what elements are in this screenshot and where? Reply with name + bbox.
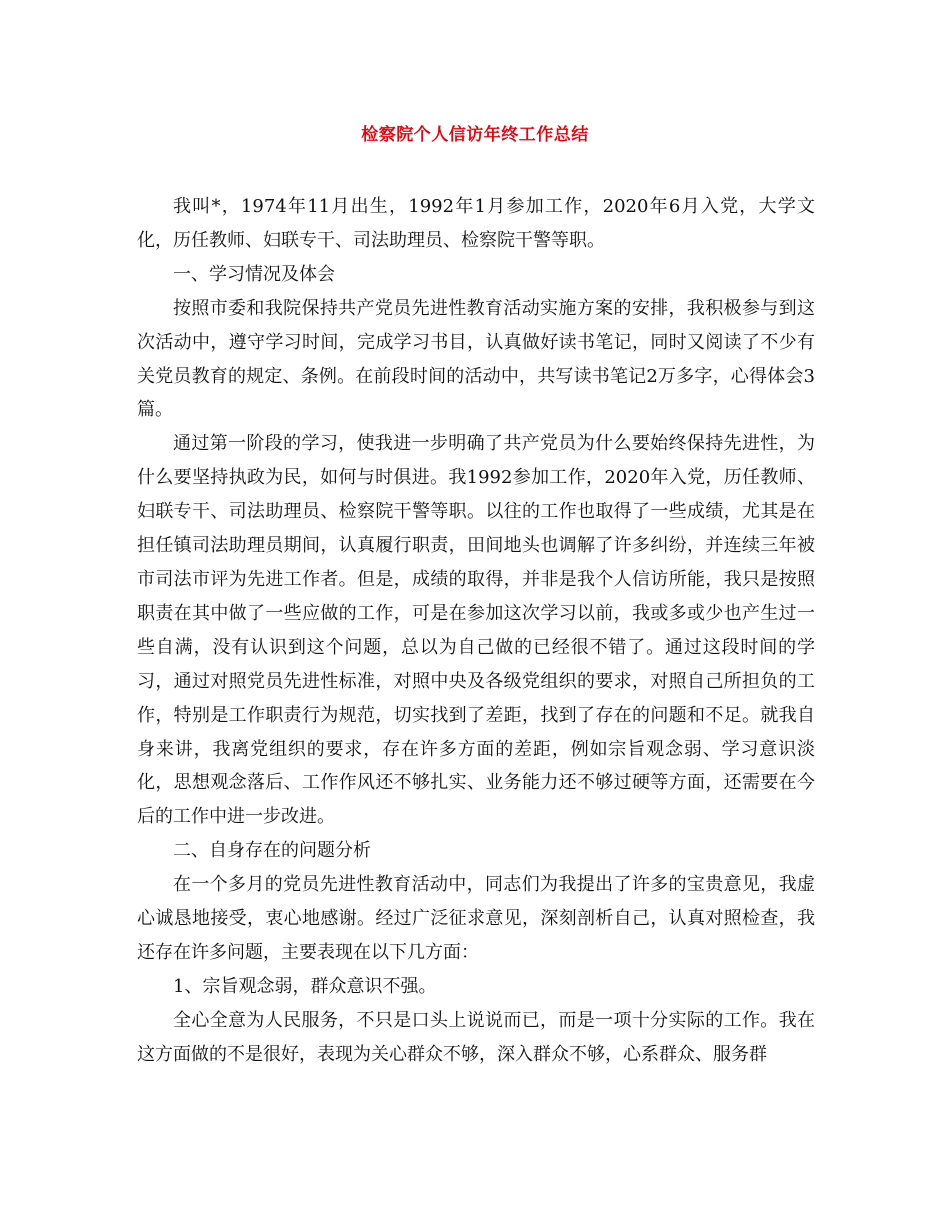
paragraph-study-reflection: 通过第一阶段的学习，使我进一步明确了共产党员为什么要始终保持先进性，为什么要坚持执政为民，如何与时俱进。我1992参加工作，2020年入党，历任教师、妇联专干、司法助理员、检察院干警等职。以往的工作也取得了一些成绩，尤其是在担任镇司法助理员期间，认真履行职责，田间地头也调解了许多纠纷，并连续三年被市司法市评为先进工作者。但是，成绩的取得，并非是我个人信访所能，我只是按照职责在其中做了一些应做的工作，可是在参加这次学习以前，我或多或少也产生过一些自满，没有认识到这个问题，总以为自己做的已经很不错了。通过这段时间的学习，通过对照党员先进性标准，对照中央及各级党组织的要求，对照自己所担负的工作，特别是工作职责行为规范，切实找到了差距，找到了存在的问题和不足。就我自身来讲，我离党组织的要求，存在许多方面的差距，例如宗旨观念弱、学习意识淡化，思想观念落后、工作作风还不够扎实、业务能力还不够过硬等方面，还需要在今后的工作中进一步改进。 xyxy=(137,433,815,828)
paragraph-problems-intro: 在一个多月的党员先进性教育活动中，同志们为我提出了许多的宝贵意见，我虚心诚恳地接受，衷心地感谢。经过广泛征求意见，深刻剖析自己，认真对照检查，我还存在许多问题，主要表现在以下几方面： xyxy=(137,874,815,963)
subheading-problem-1: 1、宗旨观念弱，群众意识不强。 xyxy=(173,975,437,997)
document-body xyxy=(137,190,815,1072)
document-title: 检察院个人信访年终工作总结 xyxy=(361,125,589,145)
section-heading-study: 一、学习情况及体会 xyxy=(173,263,335,285)
section-heading-problems: 二、自身存在的问题分析 xyxy=(173,840,371,862)
paragraph-problem-1: 全心全意为人民服务，不只是口头上说说而已，而是一项十分实际的工作。我在这方面做的不是很好，表现为关心群众不够，深入群众不够，心系群众、服务群 xyxy=(137,1009,815,1065)
paragraph-personal-info: 我叫*，1974年11月出生，1992年1月参加工作，2020年6月入党，大学文化，历任教师、妇联专干、司法助理员、检察院干警等职。 xyxy=(137,196,815,251)
paragraph-study-activity: 按照市委和我院保持共产党员先进性教育活动实施方案的安排，我积极参与到这次活动中，遵守学习时间，完成学习书目，认真做好读书笔记，同时又阅读了不少有关党员教育的规定、条例。在前段时间的活动中，共写读书笔记2万多字，心得体会3篇。 xyxy=(137,297,815,421)
